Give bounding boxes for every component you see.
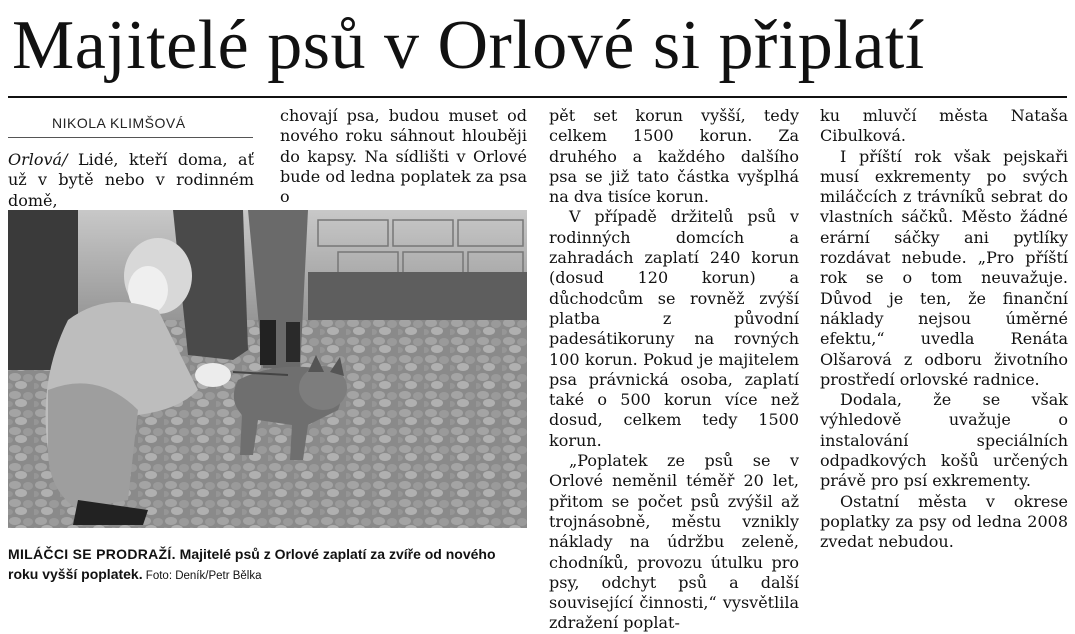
- column-2-text: chovají psa, budou muset od nového roku sáhnout hlouběji do kapsy. Na sídlišti v Orlové bude od ledna poplatek za psa o: [280, 106, 527, 207]
- lead-text: Lidé, kteří doma, ať už v bytě nebo v rodinném domě,: [8, 150, 254, 210]
- photo-caption: [8, 544, 527, 586]
- byline: NIKOLA KLIMŠOVÁ: [52, 115, 186, 131]
- caption-text: Majitelé psů z Orlové zaplatí za zvíře od nového roku vyšší poplatek.: [8, 546, 496, 582]
- paragraph: I příští rok však pejskaři musí exkrementy po svých miláčcích z trávníků sebrat do vlastních sáčků. Město žádné erární sáčky ani pytlíky rozdávat nebude. „Pro příští rok se o tom neuvažuje. Důvod je ten, že finanční náklady nejsou úměrné efektu,“ uvedla Renáta Olšarová z odboru životního prostředí orlovské radnice.: [820, 146, 1068, 389]
- article-column-2: [280, 106, 527, 207]
- article-column-4: [820, 106, 1068, 553]
- byline-underline: [8, 137, 253, 138]
- paragraph: Dodala, že se však výhledově uvažuje o instalování speciálních odpadkových košů určených právě pro psí exkrementy.: [820, 390, 1068, 491]
- lead-paragraph: [8, 150, 254, 211]
- headline-rule: [8, 96, 1067, 98]
- paragraph: pět set korun vyšší, tedy celkem 1500 korun. Za druhého a každého dalšího psa se již tato částka vyšplhá na dva tisíce korun.: [549, 106, 799, 207]
- paragraph: V případě držitelů psů v rodinných domcích a zahradách zaplatí 240 korun (dosud 120 korun) a důchodcům se rovněž zvýší platba z původní padesátikoruny na rovných 100 korun. Pokud je majitelem psa právnická osoba, zaplatí také o 500 korun více než dosud, celkem tedy 1500 korun.: [549, 207, 799, 450]
- article-column-3: [549, 106, 799, 634]
- headline: Majitelé psů v Orlové si připlatí: [12, 7, 925, 84]
- article-photo: [8, 210, 527, 528]
- dateline: Orlová/: [8, 150, 68, 169]
- paragraph: „Poplatek ze psů se v Orlové neměnil téměř 20 let, přitom se počet psů zvýšil až trojnásobně, městu vznikly náklady na údržbu zeleně, chodníků, provozu útulku pro psy, odchyt psů a další související činnosti,“ vysvětlila zdražení poplat-: [549, 451, 799, 633]
- paragraph: Ostatní města v okrese poplatky za psy od ledna 2008 zvedat nebudou.: [820, 491, 1068, 552]
- photo-credit: Foto: Deník/Petr Bělka: [142, 570, 262, 582]
- paragraph: ku mluvčí města Nataša Cibulková.: [820, 106, 1068, 146]
- caption-kicker: MILÁČCI SE PRODRAŽÍ.: [8, 546, 176, 562]
